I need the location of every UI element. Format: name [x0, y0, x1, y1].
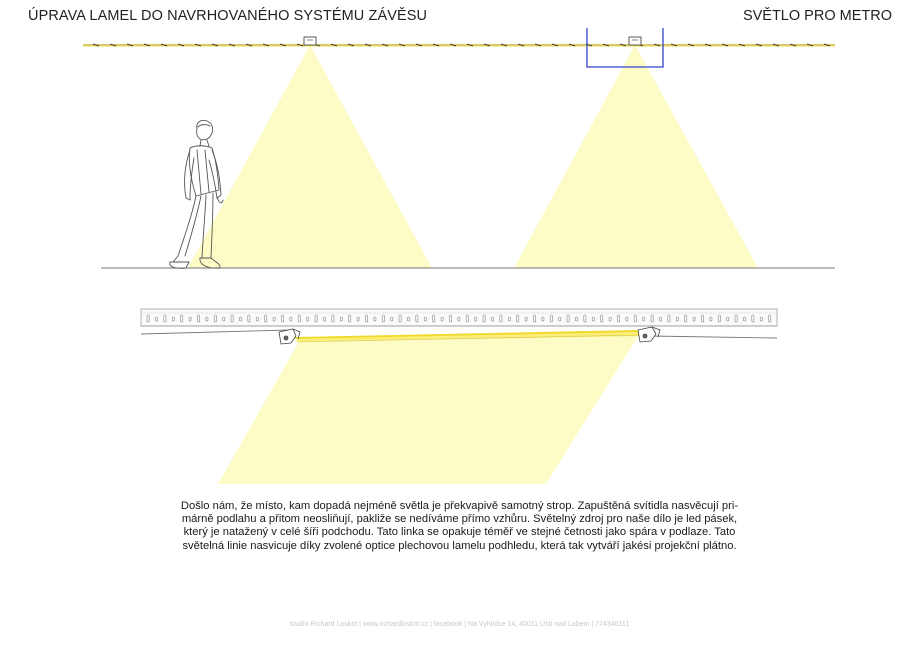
description-line: světelná linie nasvicuje díky zvolené optice plechovou lamelu podhledu, která tak vytváří jakési projekční plátno. [182, 539, 737, 552]
description-line: který je natažený v celé šíři podchodu. Tato linka se opakuje téměř ve stejné četnosti jako spára v podlaze. Tato [183, 526, 736, 539]
strip-holder-right [638, 327, 660, 342]
light-cone-left [188, 45, 432, 268]
footer-contact: studio Richard Loskot | www.richardloskot.cz | facebook | Na Vyhlídce 14, 40011 Ústí nad Labem | 774340111 [289, 621, 630, 628]
description-line: márně podlahu a přitom neosliňují, pakliže se nedíváme přímo vzhůru. Světelný zdroj pro naše dílo je led pásek, [181, 513, 738, 526]
page-title: ÚPRAVA LAMEL DO NAVRHOVANÉHO SYSTÉMU ZÁVĚSU [28, 8, 428, 24]
light-cone-right [514, 45, 758, 268]
ceiling-luminaire-right [629, 37, 641, 45]
description-text [150, 500, 769, 553]
lamella-profile-right [650, 336, 777, 338]
description-line: Došlo nám, že místo, kam dopadá nejméně světla je překvapivě samotný strop. Zapuštěná svítidla nasvěcují pri- [180, 500, 739, 512]
detail-highlight-frame [587, 28, 663, 67]
ceiling-luminaire-left [304, 37, 316, 45]
lamella-profile-left [141, 330, 290, 334]
section-title: SVĚTLO PRO METRO [742, 8, 892, 24]
perforated-lamella [141, 309, 777, 326]
led-light-projection [218, 333, 640, 484]
